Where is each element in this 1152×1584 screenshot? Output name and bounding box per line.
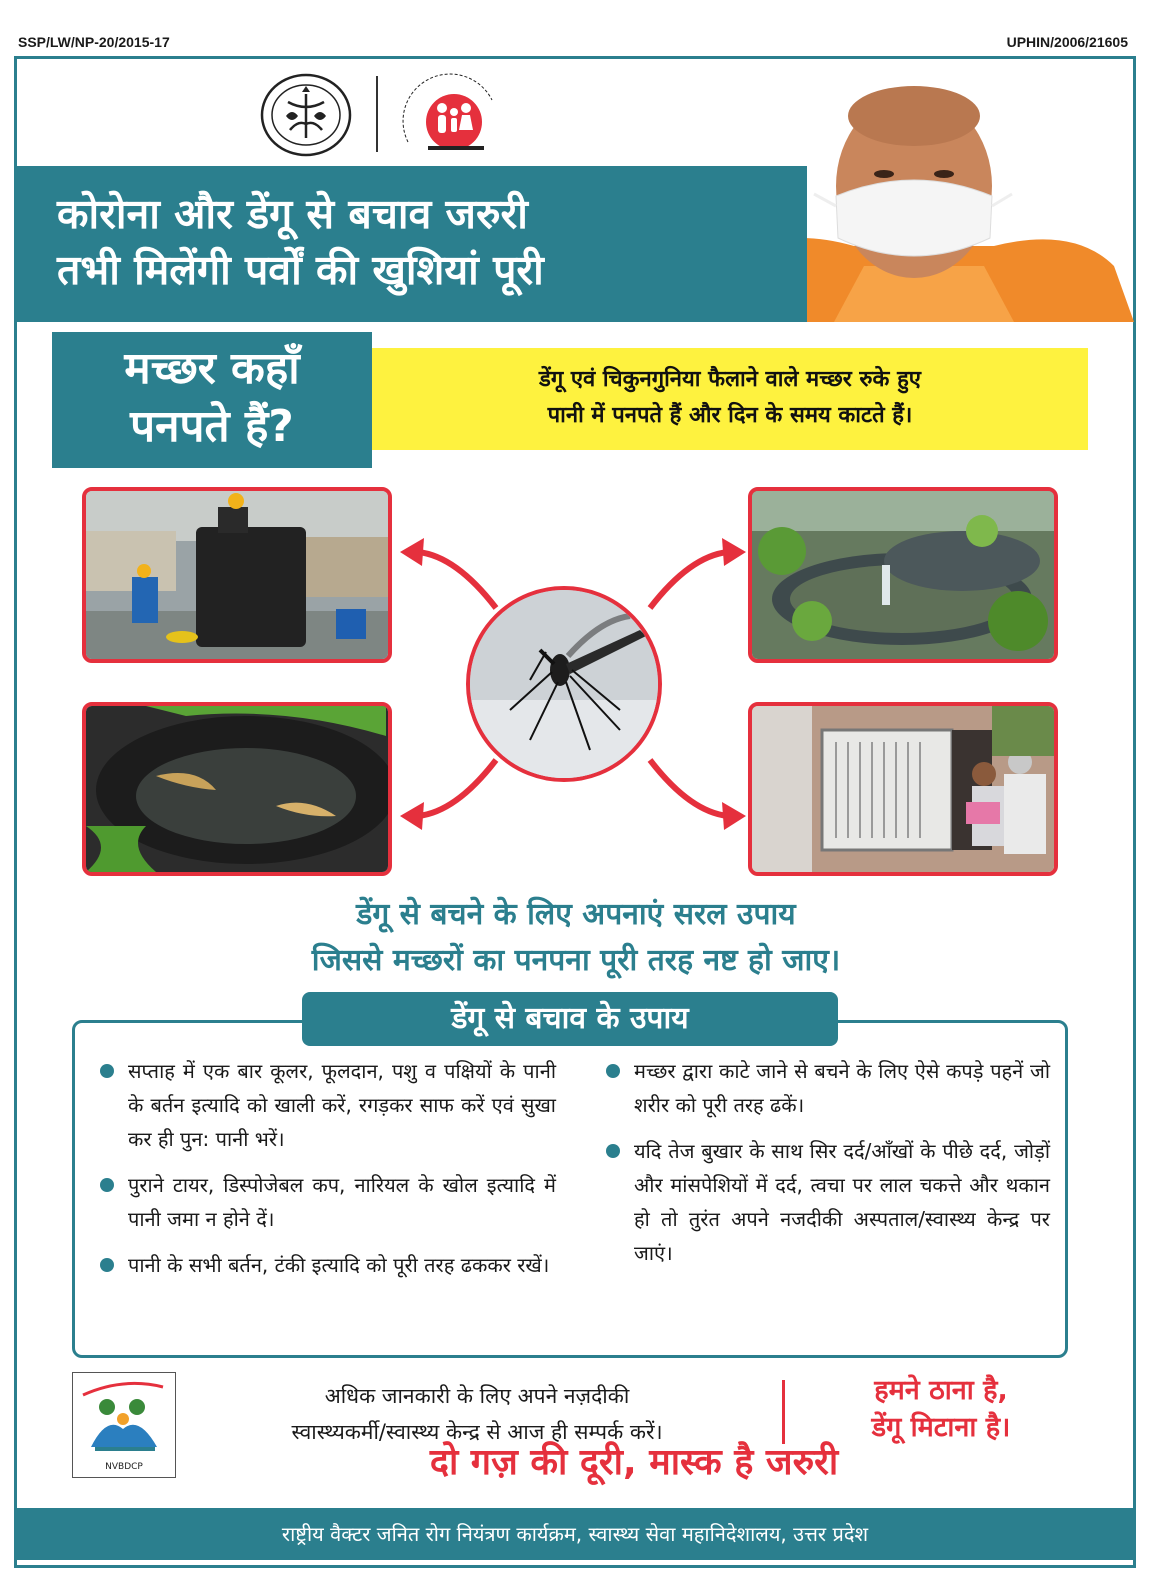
distance-mask-slogan: दो गज़ की दूरी, मास्क है जरुरी	[429, 1442, 839, 1483]
logo-divider	[376, 76, 378, 152]
pond-photo	[748, 487, 1058, 663]
tip-item	[98, 1168, 556, 1236]
water-tank-illustration	[86, 491, 388, 659]
headline-line-2: जिससे मच्छरों का पनपना पूरी तरह नष्ट हो जाए।	[311, 943, 841, 978]
bullet-icon	[606, 1064, 620, 1078]
banner-line-1: कोरोना और डेंगू से बचाव जरुरी	[57, 190, 528, 238]
tip-text: सप्ताह में एक बार कूलर, फूलदान, पशु व पक्षियों के पानी के बर्तन इत्यादि को खाली करें, रगड़कर साफ करें एवं सुखा कर ही पुन: पानी भरें।	[128, 1059, 556, 1151]
tip-item	[98, 1248, 556, 1282]
slogan-line-1: हमने ठाना है,	[874, 1375, 1008, 1406]
pond-illustration	[752, 491, 1054, 659]
tip-item	[98, 1054, 556, 1156]
tips-title: डेंगू से बचाव के उपाय	[302, 992, 838, 1046]
water-tank-photo	[82, 487, 392, 663]
banner-line-2: तभी मिलेंगी पर्वों की खुशियां पूरी	[57, 246, 544, 294]
cooler-photo	[748, 702, 1058, 876]
tip-item	[604, 1054, 1050, 1122]
contact-line-2: स्वास्थ्यकर्मी/स्वास्थ्य केन्द्र से आज ही सम्पर्क करें।	[291, 1420, 663, 1444]
tip-text: मच्छर द्वारा काटे जाने से बचने के लिए ऐसे कपड़े पहनें जो शरीर को पूरी तरह ढकें।	[634, 1059, 1050, 1117]
answer-line-1: डेंगू एवं चिकुनगुनिया फैलाने वाले मच्छर रुके हुए	[539, 367, 921, 392]
slogan	[796, 1372, 1086, 1446]
question-box	[52, 332, 372, 468]
slogan-line-2: डेंगू मिटाना है।	[871, 1412, 1011, 1443]
arrow-to-tyre-icon	[396, 752, 506, 832]
headline-line-1: डेंगू से बचने के लिए अपनाएं सरल उपाय	[356, 897, 796, 932]
footer-bar: राष्ट्रीय वैक्टर जनित रोग नियंत्रण कार्यक्रम, स्वास्थ्य सेवा महानिदेशालय, उत्तर प्रदेश	[17, 1508, 1133, 1560]
bullet-icon	[606, 1144, 620, 1158]
tip-text: पुराने टायर, डिस्पोजेबल कप, नारियल के खोल इत्यादि में पानी जमा न होने दें।	[128, 1173, 556, 1231]
tip-text: पानी के सभी बर्तन, टंकी इत्यादि को पूरी तरह ढककर रखें।	[128, 1253, 550, 1277]
answer-line-2: पानी में पनपते हैं और दिन के समय काटते हैं।	[547, 403, 913, 428]
tips-left-column	[98, 1054, 556, 1294]
slogan-divider	[782, 1380, 785, 1444]
code-right: UPHIN/2006/21605	[1006, 34, 1128, 50]
tips-right-column	[604, 1054, 1050, 1282]
bullet-icon	[100, 1064, 114, 1078]
title-banner	[17, 166, 807, 322]
tip-text: यदि तेज बुखार के साथ सिर दर्द/आँखों के पीछे दर्द, जोड़ों और मांसपेशियों में दर्द, त्वचा पर लाल चकत्ते और थकान हो तो तुरंत अपने नजदीकी अस्पताल/स्वास्थ्य केन्द्र पर जाएं।	[634, 1139, 1050, 1265]
nhm-logo-icon	[394, 70, 506, 158]
question-line-1: मच्छर कहाँ	[124, 343, 300, 394]
nvbdcp-text: NVBDCP	[105, 1462, 143, 1472]
cooler-illustration	[752, 706, 1054, 872]
code-left: SSP/LW/NP-20/2015-17	[18, 34, 170, 50]
tyre-photo	[82, 702, 392, 876]
tip-item	[604, 1134, 1050, 1270]
logos	[258, 70, 538, 158]
question-line-2: पनपते हैं?	[130, 401, 294, 452]
up-government-emblem-icon	[258, 72, 354, 158]
arrow-to-cooler-icon	[640, 752, 750, 832]
mosquito-icon	[470, 590, 658, 778]
bullet-icon	[100, 1178, 114, 1192]
answer-box	[372, 348, 1088, 450]
contact-line-1: अधिक जानकारी के लिए अपने नज़दीकी	[324, 1384, 630, 1408]
bullet-icon	[100, 1258, 114, 1272]
arrow-to-pond-icon	[640, 536, 750, 616]
arrow-to-tank-icon	[396, 536, 506, 616]
tyre-illustration	[86, 706, 388, 872]
